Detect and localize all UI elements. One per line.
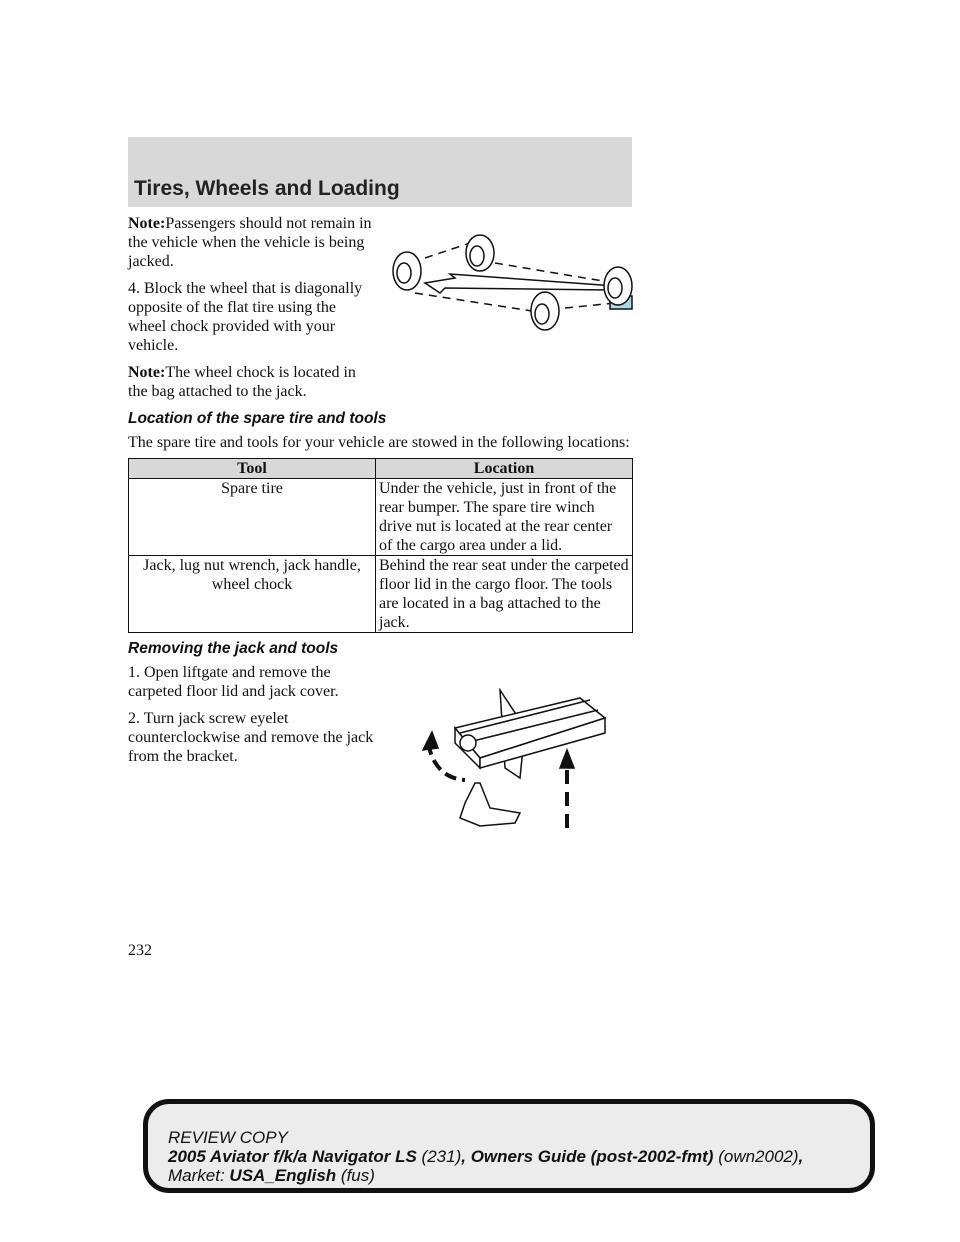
guide-name: Owners Guide (post-2002-fmt): [470, 1147, 714, 1166]
tool-cell: Jack, lug nut wrench, jack handle, wheel chock: [129, 556, 376, 633]
step-2: 2. Turn jack screw eyelet counterclockwise and remove the jack from the bracket.: [128, 710, 374, 765]
note-text: Passengers should not remain in the vehicle when the vehicle is being jacked.: [128, 215, 372, 270]
section-body: The spare tire and tools for your vehicle are stowed in the following locations:: [128, 434, 630, 451]
table-row: [129, 556, 633, 633]
market-value: USA_English: [229, 1166, 337, 1185]
model-name: 2005 Aviator f/k/a Navigator LS: [168, 1147, 417, 1166]
step-1: 1. Open liftgate and remove the carpeted floor lid and jack cover.: [128, 664, 339, 700]
section-header: [128, 137, 632, 207]
separator: ,: [461, 1147, 466, 1166]
column-header-tool: Tool: [129, 459, 376, 479]
jack-removal-illustration: [420, 688, 620, 838]
market-label: Market:: [168, 1166, 225, 1185]
note-label: Note:: [128, 364, 166, 381]
page-content: [128, 214, 633, 766]
column-header-location: Location: [376, 459, 633, 479]
separator: ,: [798, 1147, 804, 1166]
section-heading: Removing the jack and tools: [128, 640, 339, 657]
section-heading: Location of the spare tire and tools: [128, 410, 387, 427]
table-row: [129, 479, 633, 556]
page-number: 232: [128, 942, 152, 959]
intro-text: [128, 214, 378, 401]
step-4: 4. Block the wheel that is diagonally opposite of the flat tire using the wheel chock provided with your vehicle.: [128, 280, 363, 354]
note-label: Note:: [128, 215, 166, 232]
note-text: The wheel chock is located in the bag attached to the jack.: [128, 364, 356, 400]
review-footer: [143, 1099, 875, 1193]
location-cell: Behind the rear seat under the carpeted floor lid in the cargo floor. The tools are located in a bag attached to the jack.: [376, 556, 633, 633]
market-code: (fus): [340, 1166, 375, 1185]
review-copy-label: REVIEW COPY: [168, 1128, 288, 1147]
tool-cell: Spare tire: [129, 479, 376, 556]
section-title: Tires, Wheels and Loading: [134, 177, 400, 200]
guide-code: (own2002): [718, 1147, 799, 1166]
model-code: (231): [421, 1147, 462, 1166]
tools-table: [128, 458, 633, 633]
location-cell: Under the vehicle, just in front of the rear bumper. The spare tire winch drive nut is located at the rear center of the cargo area under a lid.: [376, 479, 633, 556]
